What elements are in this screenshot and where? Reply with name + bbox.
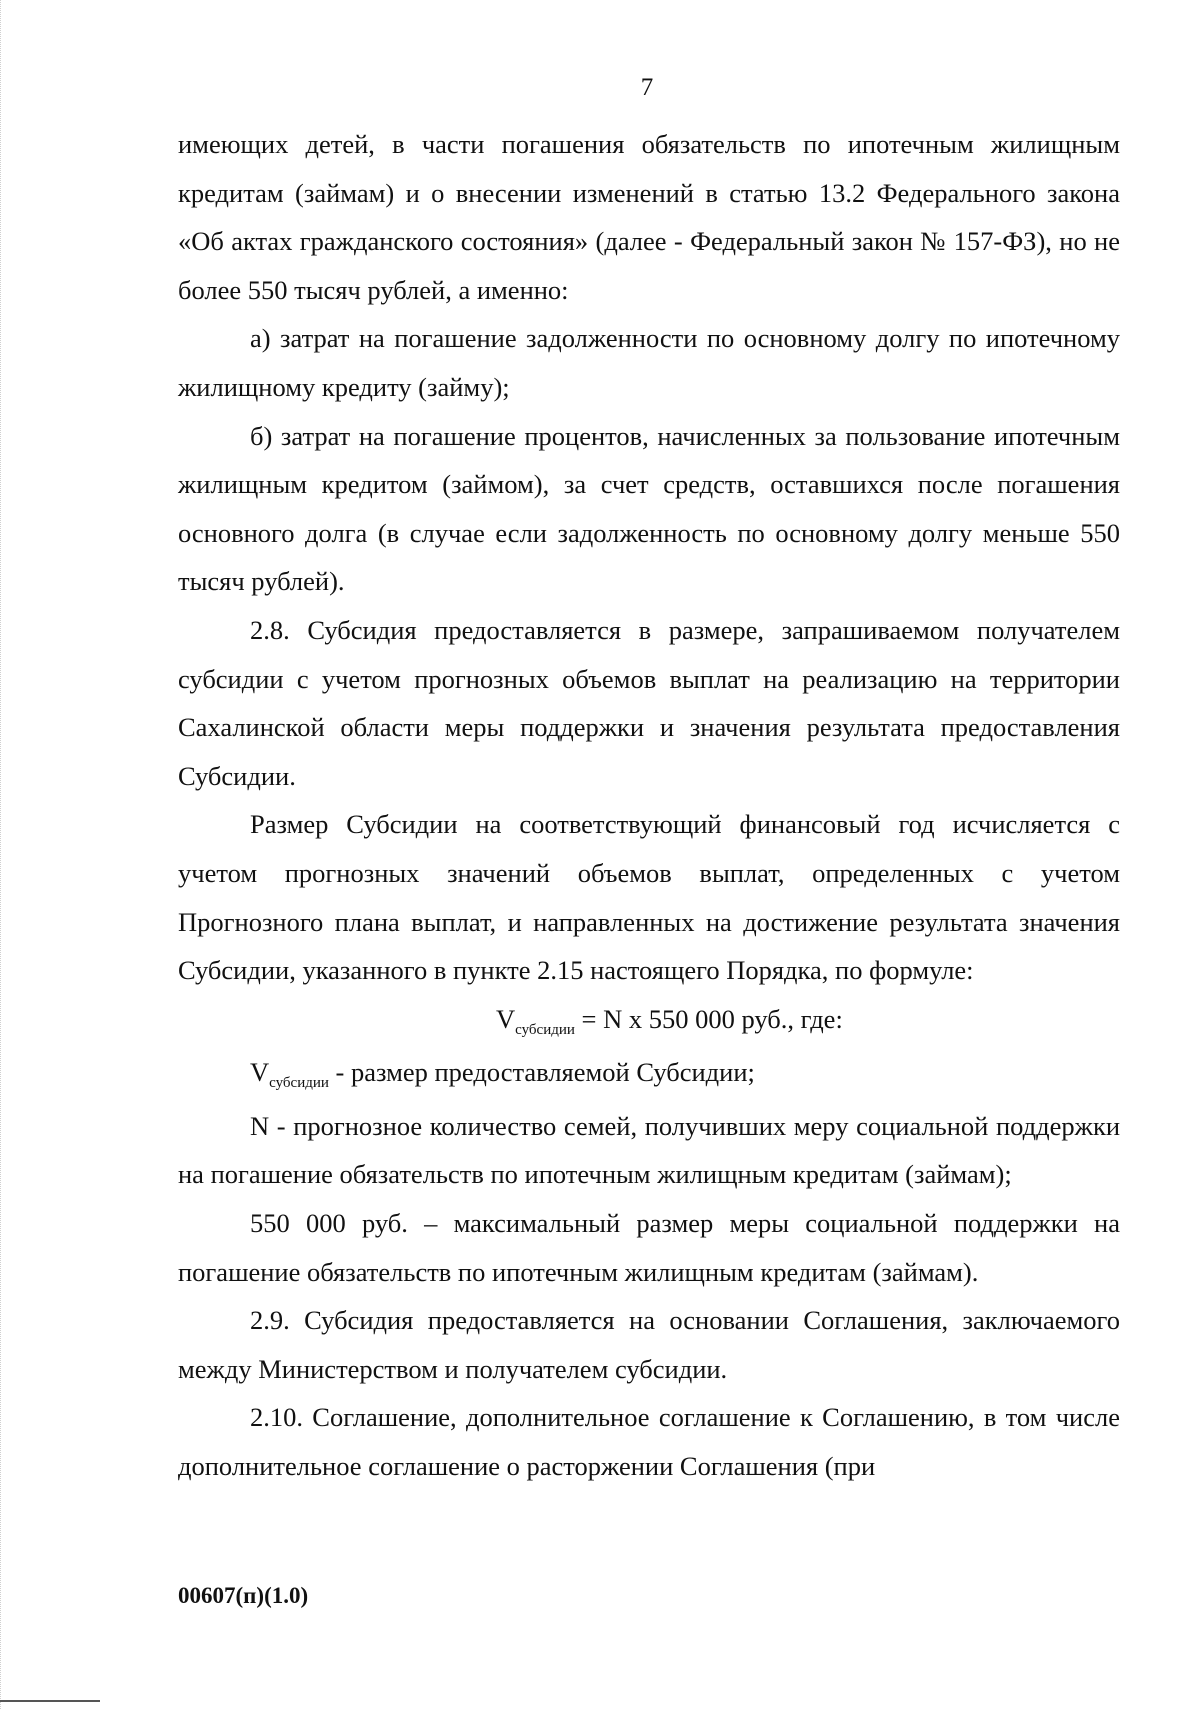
definition-text: - размер предоставляемой Субсидии;: [328, 1057, 755, 1088]
scan-bottom-mark: [0, 1700, 100, 1705]
paragraph-item-b: б) затрат на погашение процентов, начисленных за пользование ипотечным жилищным кредитом (займом), за счет средств, оставшихся после погашения основного долга (в случае если задолженность по основному долгу меньше 550 тысяч рублей).: [178, 420, 1120, 597]
paragraph-2-8: 2.8. Субсидия предоставляется в размере, запрашиваемом получателем субсидии с учетом прогнозных объемов выплат на реализацию на территории Сахалинской области меры поддержки и значения результата предоставления Субсидии.: [178, 614, 1120, 791]
definition-subscript: субсидии: [269, 1075, 329, 1092]
definition-max-amount: 550 000 руб. – максимальный размер меры социальной поддержки на погашение обязательств по ипотечным жилищным кредитам (займам).: [178, 1208, 1120, 1287]
paragraph-continuation: имеющих детей, в части погашения обязательств по ипотечным жилищным кредитам (займам) и о внесении изменений в статью 13.2 Федерального закона «Об актах гражданского состояния» (далее - Федеральный закон № 157-ФЗ), но не более 550 тысяч рублей, а именно:: [178, 129, 1120, 305]
definition-v: [178, 1048, 1120, 1102]
definition-variable: V: [250, 1057, 270, 1088]
formula-variable: V: [496, 1003, 516, 1034]
paragraph-item-a: а) затрат на погашение задолженности по основному долгу по ипотечному жилищному кредиту (займу);: [178, 323, 1120, 402]
paragraph-2-10: 2.10. Соглашение, дополнительное соглашение к Соглашению, в том числе дополнительное соглашение о расторжении Соглашения (при: [178, 1402, 1120, 1482]
formula-subscript: субсидии: [515, 1021, 575, 1038]
document-code: 00607(п)(1.0): [178, 1583, 309, 1608]
paragraph-subsidy-size: Размер Субсидии на соответствующий финансовый год исчисляется с учетом прогнозных значений объемов выплат, определенных с учетом Прогнозного плана выплат, и направленных на достижение результата значения Субсидии, указанного в пункте 2.15 настоящего Порядка, по формуле:: [178, 809, 1120, 986]
scan-margin-artifact: [0, 0, 5, 1709]
document-body: [178, 120, 1120, 1491]
page-number: 7: [640, 74, 654, 101]
paragraph-2-9: 2.9. Субсидия предоставляется на основании Соглашения, заключаемого между Министерством и получателем субсидии.: [178, 1305, 1120, 1384]
formula: [178, 995, 1120, 1049]
definition-n: N - прогнозное количество семей, получивших меру социальной поддержки на погашение обязательств по ипотечным жилищным кредитам (займам);: [178, 1110, 1120, 1190]
formula-expression: = N x 550 000 руб., где:: [574, 1003, 843, 1034]
